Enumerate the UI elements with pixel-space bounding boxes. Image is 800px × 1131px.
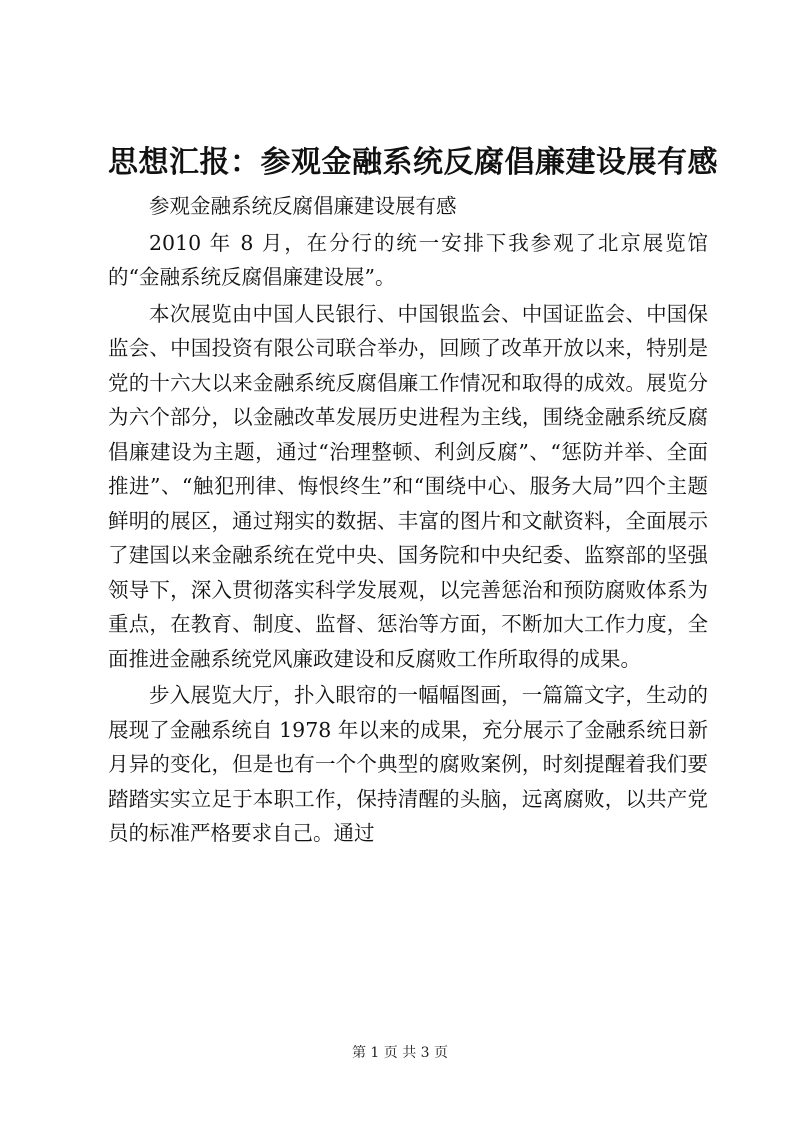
document-title: 思想汇报：参观金融系统反腐倡廉建设展有感 <box>108 145 718 180</box>
paragraph-1: 2010 年 8 月，在分行的统一安排下我参观了北京展览馆的“金融系统反腐倡廉建设展”。 <box>108 230 708 289</box>
document-body <box>108 189 708 851</box>
paragraph-3: 步入展览大厅，扑入眼帘的一幅幅图画，一篇篇文字，生动的展现了金融系统自 1978 年以来的成果，充分展示了金融系统日新月异的变化，但是也有一个个典型的腐败案例，时刻提醒着我们要踏踏实实立足于本职工作，保持清醒的头脑，远离腐败，以共产党员的标准严格要求自己。通过 <box>108 683 708 845</box>
paragraph-2: 本次展览由中国人民银行、中国银监会、中国证监会、中国保监会、中国投资有限公司联合举办，回顾了改革开放以来，特别是党的十六大以来金融系统反腐倡廉工作情况和取得的成效。展览分为六个部分，以金融改革发展历史进程为主线，围绕金融系统反腐倡廉建设为主题，通过“治理整顿、利剑反腐”、“惩防并举、全面推进”、“触犯刑律、悔恨终生”和“围绕中心、服务大局”四个主题鲜明的展区，通过翔实的数据、丰富的图片和文献资料，全面展示了建国以来金融系统在党中央、国务院和中央纪委、监察部的坚强领导下，深入贯彻落实科学发展观，以完善惩治和预防腐败体系为重点，在教育、制度、监督、惩治等方面，不断加大工作力度，全面推进金融系统党风廉政建设和反腐败工作所取得的成果。 <box>108 301 708 671</box>
page-footer: 第 1 页 共 3 页 <box>351 1045 449 1061</box>
document-subtitle: 参观金融系统反腐倡廉建设展有感 <box>149 194 457 218</box>
